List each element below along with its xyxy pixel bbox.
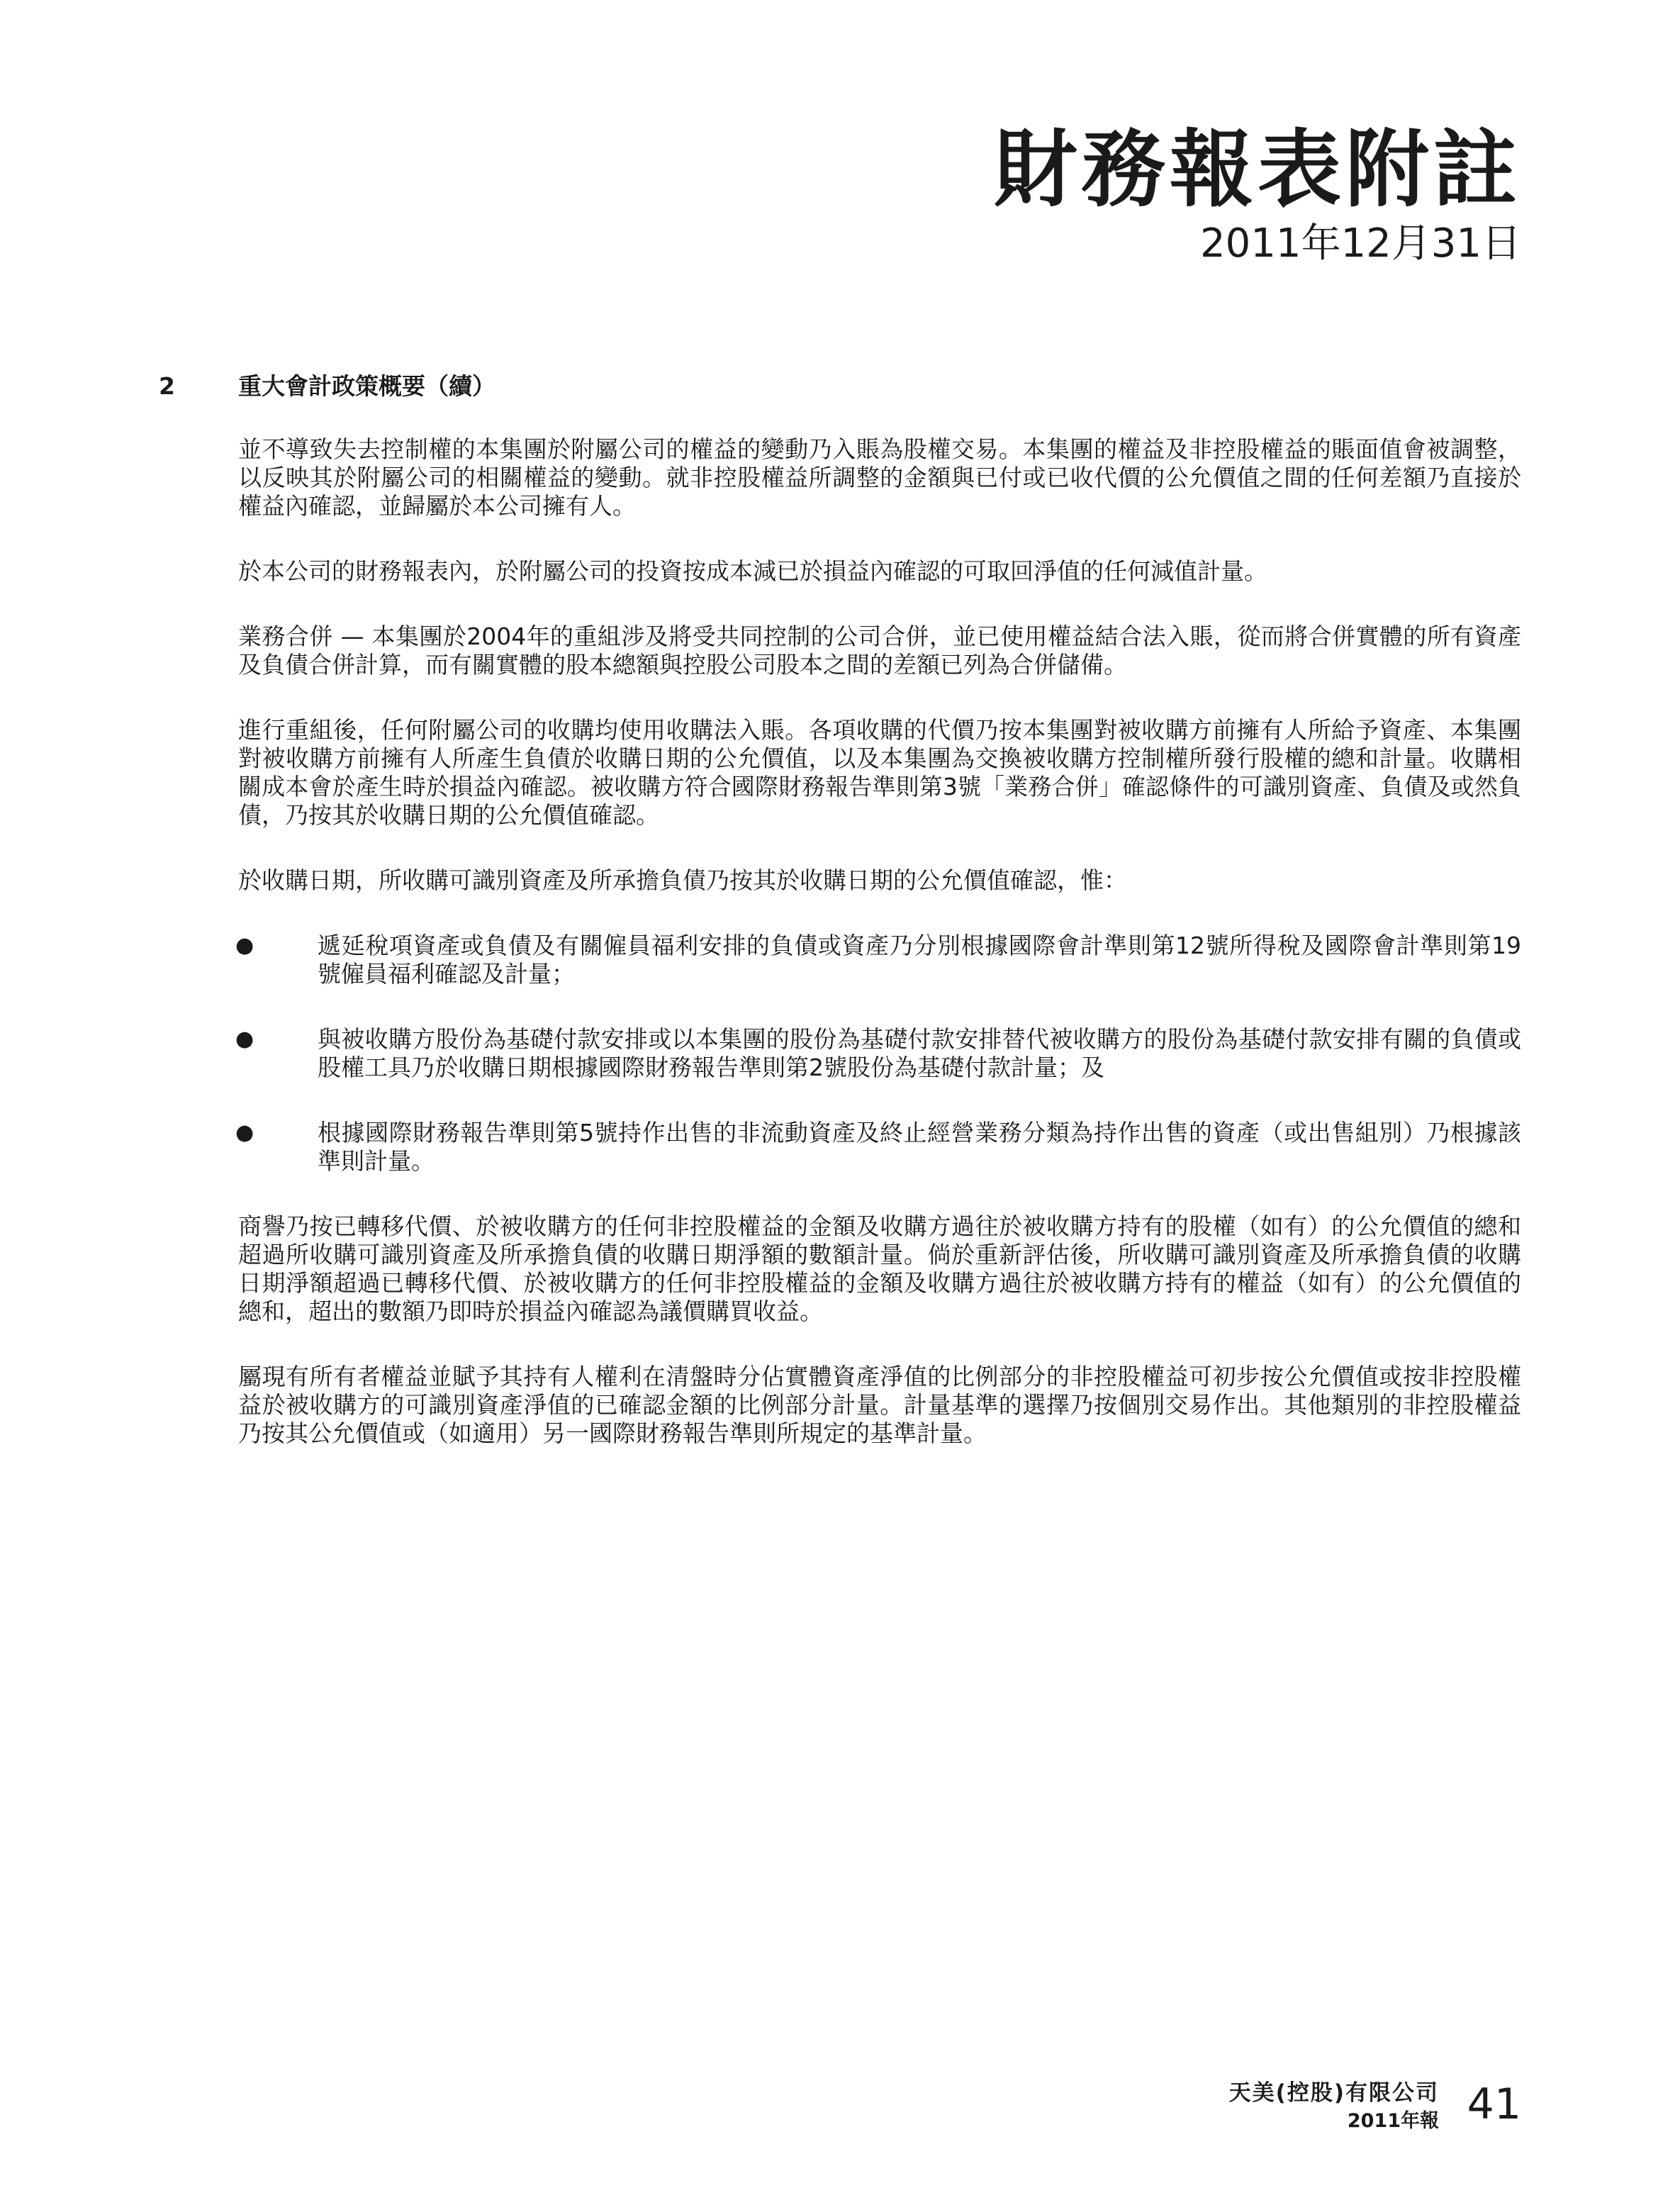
list-item <box>235 932 1521 988</box>
paragraph: 屬現有所有者權益並賦予其持有人權利在清盤時分佔實體資產淨值的比例部分的非控股權益可初步按公允價值或按非控股權益於被收購方的可識別資產淨值的已確認金額的比例部分計量。計量基準的選擇乃按個別交易作出。其他類別的非控股權益乃按其公允價值或（如適用）另一國際財務報告準則所規定的基準計量。 <box>238 1363 1521 1447</box>
list-item <box>235 1025 1521 1082</box>
paragraph: 業務合併 — 本集團於2004年的重組涉及將受共同控制的公司合併，並已使用權益結合法入賬，從而將合併實體的所有資產及負債合併計算，而有關實體的股本總額與控股公司股本之間的差額已列為合併儲備。 <box>238 623 1521 679</box>
body-content <box>235 435 1521 1485</box>
paragraph: 於本公司的財務報表內，於附屬公司的投資按成本減已於損益內確認的可取回淨值的任何減值計量。 <box>238 557 1267 585</box>
page-number: 41 <box>1467 2080 1521 2129</box>
paragraph: 進行重組後，任何附屬公司的收購均使用收購法入賬。各項收購的代價乃按本集團對被收購方前擁有人所給予資產、本集團對被收購方前擁有人所產生負債於收購日期的公允價值，以及本集團為交換被收購方控制權所發行股權的總和計量。收購相關成本會於產生時於損益內確認。被收購方符合國際財務報告準則第3號「業務合併」確認條件的可識別資產、負債及或然負債，乃按其於收購日期的公允價值確認。 <box>238 716 1521 829</box>
bullet-icon: ● <box>235 933 254 958</box>
list-item-text: 根據國際財務報告準則第5號持作出售的非流動資產及終止經營業務分類為持作出售的資產（或出售組別）乃根據該準則計量。 <box>318 1119 1521 1175</box>
bullet-icon: ● <box>235 1027 254 1051</box>
list-item <box>235 1119 1521 1176</box>
list-item-text: 遞延稅項資產或負債及有關僱員福利安排的負債或資產乃分別根據國際會計準則第12號所得稅及國際會計準則第19號僱員福利確認及計量； <box>318 932 1521 988</box>
paragraph: 並不導致失去控制權的本集團於附屬公司的權益的變動乃入賬為股權交易。本集團的權益及非控股權益的賬面值會被調整，以反映其於附屬公司的相關權益的變動。就非控股權益所調整的金額與已付或已收代價的公允價值之間的任何差額乃直接於權益內確認，並歸屬於本公司擁有人。 <box>238 435 1521 520</box>
section-number: 2 <box>159 372 175 400</box>
paragraph: 於收購日期，所收購可識別資產及所承擔負債乃按其於收購日期的公允價值確認，惟： <box>238 866 1127 894</box>
footer-report-label: 2011年報 <box>1347 2110 1439 2132</box>
footer-company-name: 天美(控股)有限公司 <box>1228 2080 1439 2106</box>
list-item-text: 與被收購方股份為基礎付款安排或以本集團的股份為基礎付款安排替代被收購方的股份為基礎付款安排有關的負債或股權工具乃於收購日期根據國際財務報告準則第2號股份為基礎付款計量；及 <box>318 1025 1521 1081</box>
bullet-list <box>235 932 1521 1176</box>
page-title: 財務報表附註 <box>993 121 1521 218</box>
section-title: 重大會計政策概要（續） <box>238 372 495 400</box>
bullet-icon: ● <box>235 1120 254 1145</box>
page-date: 2011年12月31日 <box>1199 221 1521 267</box>
paragraph: 商譽乃按已轉移代價、於被收購方的任何非控股權益的金額及收購方過往於被收購方持有的股權（如有）的公允價值的總和超過所收購可識別資產及所承擔負債的收購日期淨額的數額計量。倘於重新評估後，所收購可識別資產及所承擔負債的收購日期淨額超過已轉移代價、於被收購方的任何非控股權益的金額及收購方過往於被收購方持有的權益（如有）的公允價值的總和，超出的數額乃即時於損益內確認為議價購買收益。 <box>238 1212 1521 1325</box>
